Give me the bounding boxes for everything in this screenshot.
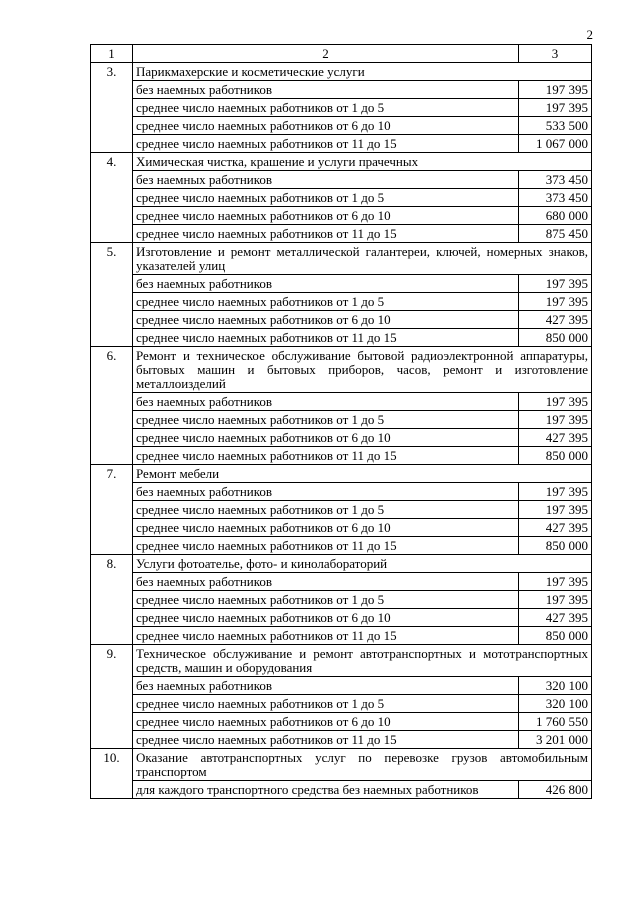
section-header-row: [91, 555, 592, 573]
page-number: 2: [586, 27, 593, 42]
table-row: [91, 447, 592, 465]
table-row: [91, 225, 592, 243]
table-row: [91, 99, 592, 117]
table-row: [91, 135, 592, 153]
row-label: без наемных работников: [133, 393, 519, 411]
section-number: 6.: [91, 347, 133, 465]
row-value: 3 201 000: [519, 731, 592, 749]
row-label: без наемных работников: [133, 81, 519, 99]
table-row: [91, 293, 592, 311]
table-row: [91, 573, 592, 591]
row-value: 197 395: [519, 99, 592, 117]
section-title: Химическая чистка, крашение и услуги прачечных: [133, 153, 592, 171]
section-title: Изготовление и ремонт металлической галантереи, ключей, номерных знаков, указателей улиц: [133, 243, 592, 275]
table-row: [91, 731, 592, 749]
row-value: 197 395: [519, 81, 592, 99]
table-row: [91, 81, 592, 99]
row-label: среднее число наемных работников от 6 до 10: [133, 429, 519, 447]
row-label: среднее число наемных работников от 6 до 10: [133, 117, 519, 135]
row-value: 850 000: [519, 447, 592, 465]
table-row: [91, 695, 592, 713]
row-label: среднее число наемных работников от 1 до 5: [133, 695, 519, 713]
table-row: [91, 429, 592, 447]
section-title: Оказание автотранспортных услуг по перевозке грузов автомобильным транспортом: [133, 749, 592, 781]
row-label: без наемных работников: [133, 573, 519, 591]
row-value: 427 395: [519, 609, 592, 627]
column-header-2: 2: [133, 45, 519, 63]
section-header-row: [91, 645, 592, 677]
row-value: 680 000: [519, 207, 592, 225]
row-label: среднее число наемных работников от 6 до 10: [133, 311, 519, 329]
row-label: для каждого транспортного средства без наемных работников: [133, 781, 519, 799]
table-row: [91, 519, 592, 537]
table-row: [91, 537, 592, 555]
table-row: [91, 311, 592, 329]
row-value: 197 395: [519, 411, 592, 429]
column-header-1: 1: [91, 45, 133, 63]
section-header-row: [91, 749, 592, 781]
row-label: среднее число наемных работников от 11 до 15: [133, 731, 519, 749]
table-row: [91, 483, 592, 501]
row-value: 850 000: [519, 329, 592, 347]
column-header-row: [91, 45, 592, 63]
row-value: 320 100: [519, 677, 592, 695]
row-value: 1 760 550: [519, 713, 592, 731]
section-title: Парикмахерские и косметические услуги: [133, 63, 592, 81]
table-row: [91, 677, 592, 695]
section-header-row: [91, 347, 592, 393]
row-value: 197 395: [519, 501, 592, 519]
section-number: 9.: [91, 645, 133, 749]
section-number: 4.: [91, 153, 133, 243]
row-value: 197 395: [519, 393, 592, 411]
row-label: среднее число наемных работников от 6 до 10: [133, 609, 519, 627]
table-row: [91, 117, 592, 135]
row-value: 197 395: [519, 591, 592, 609]
section-number: 5.: [91, 243, 133, 347]
row-value: 533 500: [519, 117, 592, 135]
table-row: [91, 207, 592, 225]
row-value: 875 450: [519, 225, 592, 243]
row-value: 427 395: [519, 429, 592, 447]
row-label: среднее число наемных работников от 11 до 15: [133, 627, 519, 645]
row-label: среднее число наемных работников от 1 до 5: [133, 591, 519, 609]
row-label: среднее число наемных работников от 11 до 15: [133, 225, 519, 243]
table-row: [91, 275, 592, 293]
section-number: 10.: [91, 749, 133, 799]
row-label: среднее число наемных работников от 1 до 5: [133, 411, 519, 429]
rates-table-body: [91, 45, 592, 799]
section-title: Услуги фотоателье, фото- и кинолабораторий: [133, 555, 592, 573]
row-value: 197 395: [519, 483, 592, 501]
table-row: [91, 591, 592, 609]
table-row: [91, 501, 592, 519]
table-row: [91, 393, 592, 411]
table-row: [91, 781, 592, 799]
section-header-row: [91, 243, 592, 275]
row-value: 320 100: [519, 695, 592, 713]
row-value: 373 450: [519, 189, 592, 207]
section-title: Ремонт мебели: [133, 465, 592, 483]
row-label: среднее число наемных работников от 6 до 10: [133, 519, 519, 537]
row-label: среднее число наемных работников от 11 до 15: [133, 329, 519, 347]
row-label: среднее число наемных работников от 1 до 5: [133, 99, 519, 117]
section-title: Ремонт и техническое обслуживание бытовой радиоэлектронной аппаратуры, бытовых машин и бытовых приборов, часов, ремонт и изготовление металлоизделий: [133, 347, 592, 393]
row-value: 850 000: [519, 627, 592, 645]
section-number: 7.: [91, 465, 133, 555]
section-header-row: [91, 153, 592, 171]
row-value: 427 395: [519, 519, 592, 537]
section-number: 3.: [91, 63, 133, 153]
row-label: без наемных работников: [133, 171, 519, 189]
row-value: 427 395: [519, 311, 592, 329]
table-row: [91, 189, 592, 207]
row-label: среднее число наемных работников от 11 до 15: [133, 447, 519, 465]
row-label: среднее число наемных работников от 1 до 5: [133, 501, 519, 519]
row-value: 1 067 000: [519, 135, 592, 153]
table-row: [91, 609, 592, 627]
table-row: [91, 713, 592, 731]
column-header-3: 3: [519, 45, 592, 63]
table-row: [91, 411, 592, 429]
row-value: 373 450: [519, 171, 592, 189]
section-title: Техническое обслуживание и ремонт автотранспортных и мототранспортных средств, машин и оборудования: [133, 645, 592, 677]
row-value: 850 000: [519, 537, 592, 555]
row-value: 197 395: [519, 293, 592, 311]
row-label: среднее число наемных работников от 1 до 5: [133, 189, 519, 207]
row-value: 197 395: [519, 275, 592, 293]
row-label: среднее число наемных работников от 11 до 15: [133, 537, 519, 555]
section-header-row: [91, 465, 592, 483]
row-label: без наемных работников: [133, 275, 519, 293]
table-row: [91, 171, 592, 189]
section-number: 8.: [91, 555, 133, 645]
row-label: среднее число наемных работников от 6 до 10: [133, 713, 519, 731]
section-header-row: [91, 63, 592, 81]
row-label: среднее число наемных работников от 6 до 10: [133, 207, 519, 225]
rates-table: [90, 44, 592, 799]
row-value: 197 395: [519, 573, 592, 591]
row-value: 426 800: [519, 781, 592, 799]
table-row: [91, 627, 592, 645]
table-row: [91, 329, 592, 347]
row-label: среднее число наемных работников от 1 до 5: [133, 293, 519, 311]
row-label: без наемных работников: [133, 483, 519, 501]
row-label: без наемных работников: [133, 677, 519, 695]
row-label: среднее число наемных работников от 11 до 15: [133, 135, 519, 153]
